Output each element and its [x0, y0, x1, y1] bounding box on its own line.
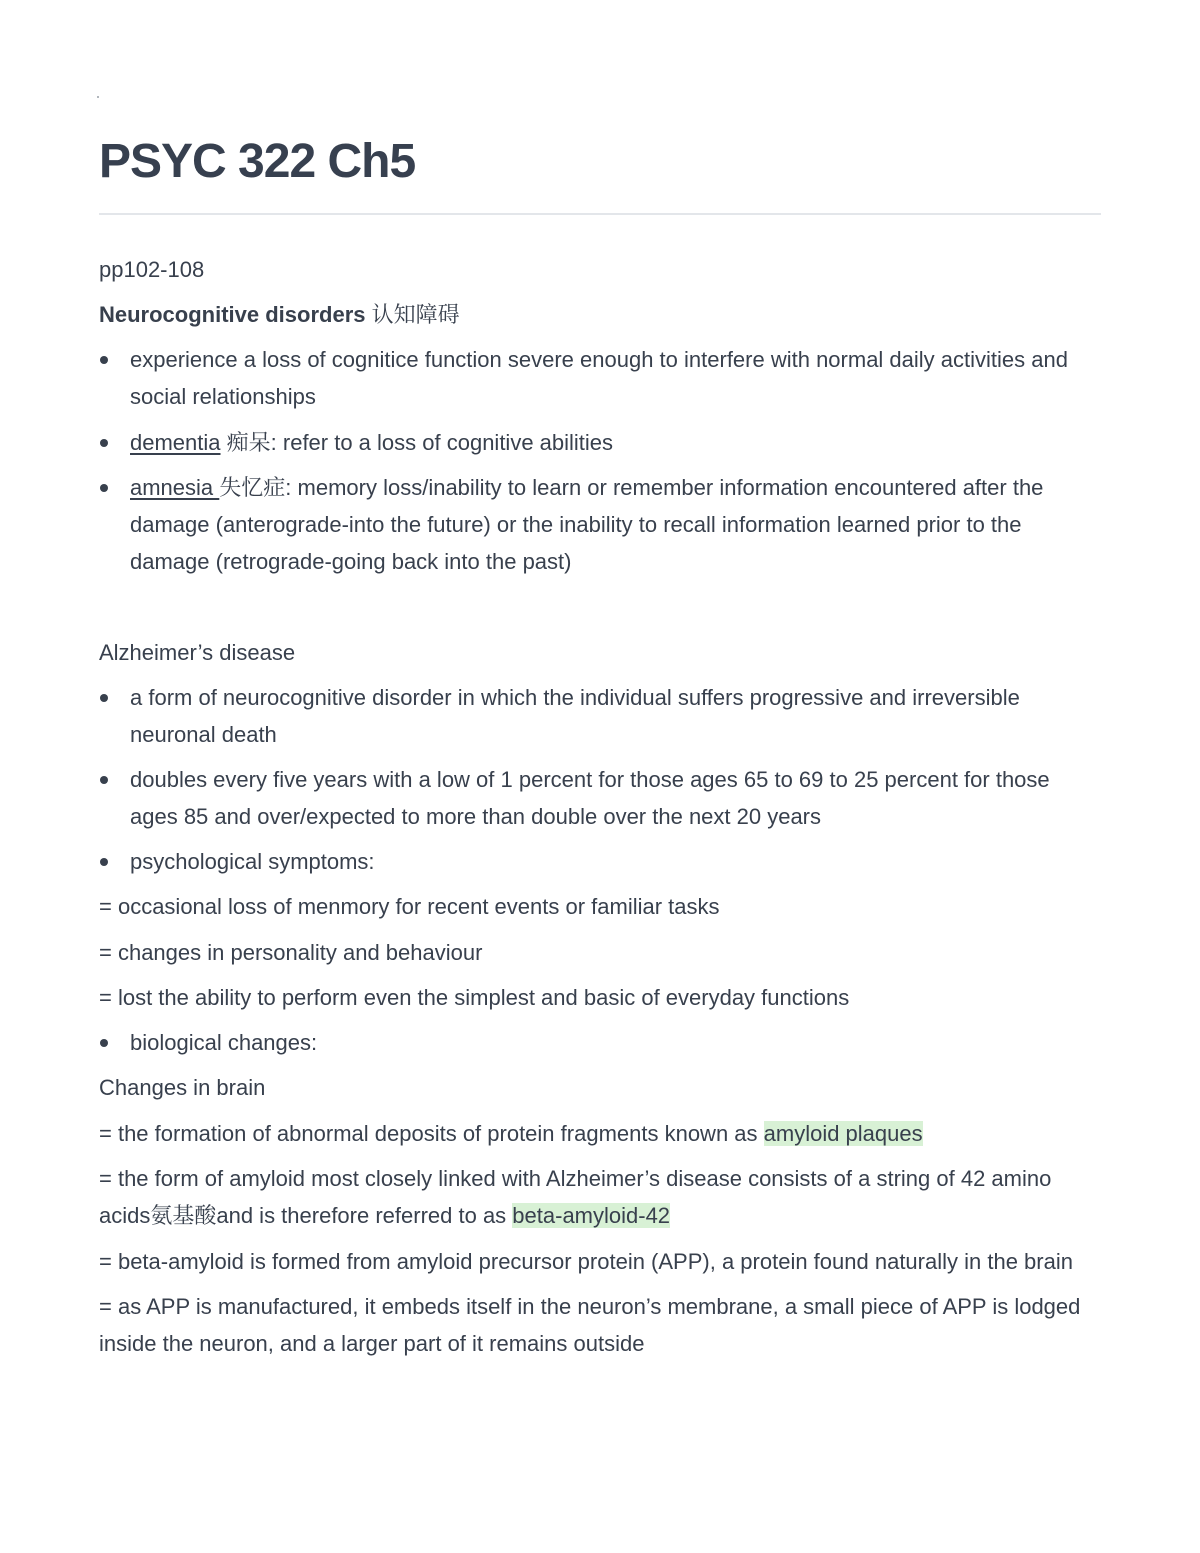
- list-item: a form of neurocognitive disorder in which the individual suffers progressive and irreversible neuronal death: [99, 679, 1099, 753]
- definition-text: memory loss/inability to learn or remember information encountered after the damage (anterograde-into the future) or the inability to recall information learned prior to the damage (retrograde-going back into the past): [130, 475, 1044, 574]
- title-divider: [99, 213, 1101, 215]
- line-text: = the form of amyloid most closely linked with Alzheimer’s disease consists of a string of 42 amino acids氨基酸and is therefore referred to as: [99, 1166, 1052, 1228]
- list-item: experience a loss of cognitice function severe enough to interfere with normal daily activities and social relationships: [99, 341, 1099, 415]
- section-heading-alzheimers: Alzheimer’s disease: [99, 640, 296, 665]
- section-heading-neurocognitive: [99, 296, 1099, 333]
- symptom-line: = occasional loss of menmory for recent events or familiar tasks: [99, 894, 720, 919]
- definition-text: refer to a loss of cognitive abilities: [276, 430, 614, 455]
- brain-line: = as APP is manufactured, it embeds itself in the neuron’s membrane, a small piece of APP is lodged inside the neuron, and a larger part of it remains outside: [99, 1294, 1081, 1356]
- highlight-beta-amyloid-42: beta-amyloid-42: [512, 1203, 671, 1228]
- list-item: [99, 424, 1099, 461]
- brain-line: [99, 1115, 1099, 1152]
- heading-cn: 认知障碍: [371, 302, 460, 327]
- term-dementia: dementia: [130, 430, 221, 455]
- list-item: psychological symptoms:: [99, 843, 1099, 880]
- list-item: [99, 469, 1099, 580]
- page-range: pp102-108: [99, 257, 205, 282]
- heading-text: Neurocognitive disorders: [99, 302, 366, 327]
- symptom-line: = lost the ability to perform even the simplest and basic of everyday functions: [99, 985, 850, 1010]
- highlight-amyloid-plaques: amyloid plaques: [763, 1121, 923, 1146]
- list-item: biological changes:: [99, 1024, 1099, 1061]
- term-cn: 失忆症:: [219, 475, 292, 500]
- term-cn: 痴呆:: [226, 430, 277, 455]
- note-body: [99, 251, 1099, 1362]
- symptom-line: = changes in personality and behaviour: [99, 940, 483, 965]
- brain-line: [99, 1160, 1099, 1234]
- page-title: PSYC 322 Ch5: [99, 135, 416, 188]
- page-mark: [97, 96, 99, 98]
- line-text: = the formation of abnormal deposits of protein fragments known as: [99, 1121, 764, 1146]
- term-amnesia: amnesia: [130, 475, 220, 500]
- subheading-brain: Changes in brain: [99, 1075, 266, 1100]
- brain-line: = beta-amyloid is formed from amyloid precursor protein (APP), a protein found naturally in the brain: [99, 1249, 1073, 1274]
- list-item: doubles every five years with a low of 1 percent for those ages 65 to 69 to 25 percent for those ages 85 and over/expected to more than double over the next 20 years: [99, 761, 1099, 835]
